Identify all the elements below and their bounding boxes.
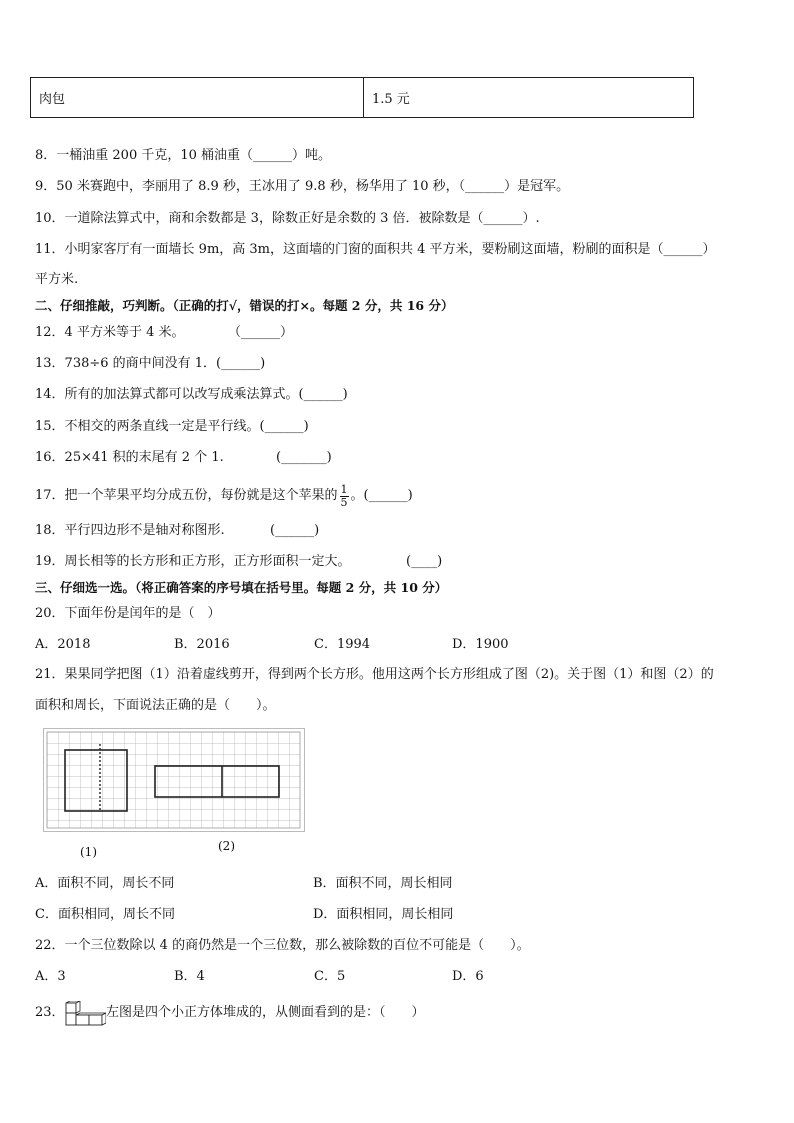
question-12-blank: （______） — [228, 325, 294, 340]
q22-option-a: A．3 — [35, 969, 66, 984]
question-9: 9．50 米赛跑中，李丽用了 8.9 秒，王冰用了 9.8 秒，杨华用了 10 秒，（______）是冠军。 — [35, 179, 570, 194]
section-2-heading: 二、仔细推敲，巧判断。（正确的打√，错误的打×。每题 2 分，共 16 分） — [35, 298, 454, 313]
question-11: 11．小明家客厅有一面墙长 9m，高 3m，这面墙的门窗的面积共 4 平方米，要粉刷这面墙，粉刷的面积是（______） — [35, 242, 716, 257]
question-13: 13．738÷6 的商中间没有 1．(______) — [35, 356, 266, 371]
question-14: 14．所有的加法算式都可以改写成乘法算式。(______) — [35, 387, 348, 402]
q22-option-d: D．6 — [452, 969, 484, 984]
question-18: 18．平行四边形不是轴对称图形. — [35, 523, 225, 538]
q22-option-b: B．4 — [174, 969, 205, 984]
price-table — [30, 77, 694, 118]
q20-option-b: B．2016 — [174, 637, 230, 652]
question-16-blank: (_______) — [276, 450, 332, 465]
figure-2-label: (2) — [218, 839, 235, 853]
fraction-denominator: 5 — [340, 495, 348, 509]
question-16: 16．25×41 积的末尾有 2 个 1. — [35, 450, 224, 465]
price-cell: 1.5 元 — [364, 78, 694, 118]
question-19-blank: (____) — [406, 554, 443, 569]
question-8: 8．一桶油重 200 千克，10 桶油重（______）吨。 — [35, 148, 332, 163]
section-3-heading: 三、仔细选一选。（将正确答案的序号填在括号里。每题 2 分，共 10 分） — [35, 580, 448, 595]
table-row — [31, 78, 694, 118]
grid-paper — [47, 732, 300, 828]
question-15: 15．不相交的两条直线一定是平行线。(______) — [35, 419, 309, 434]
question-22: 22．一个三位数除以 4 的商仍然是一个三位数，那么被除数的百位不可能是（ ）。 — [35, 938, 530, 953]
item-cell: 肉包 — [31, 78, 364, 118]
q21-option-a: A．面积不同，周长不同 — [35, 876, 175, 891]
question-21: 21．果果同学把图（1）沿着虚线剪开，得到两个长方形。他用这两个长方形组成了图（2)。关于图（1）和图（2）的 — [35, 667, 714, 682]
q21-option-b: B．面积不同，周长相同 — [313, 876, 453, 891]
question-23-number: 23． — [35, 1005, 65, 1020]
question-11-cont: 平方米. — [35, 272, 79, 287]
question-23: 左图是四个小正方体堆成的，从侧面看到的是：（ ） — [106, 1005, 425, 1020]
q21-option-d: D．面积相同，周长相同 — [313, 907, 454, 922]
question-17-blank: 。(______) — [350, 488, 413, 503]
q22-option-c: C．5 — [314, 969, 346, 984]
question-10: 10．一道除法算式中，商和余数都是 3，除数正好是余数的 3 倍．被除数是（______）. — [35, 211, 540, 226]
question-18-blank: (______) — [270, 523, 320, 538]
question-12: 12．4 平方米等于 4 米。 — [35, 325, 185, 340]
question-17-text: 17．把一个苹果平均分成五份，每份就是这个苹果的 — [35, 488, 338, 503]
fraction-numerator: 1 — [340, 482, 348, 496]
q20-option-c: C．1994 — [314, 637, 371, 652]
q20-option-d: D．1900 — [452, 637, 509, 652]
q21-option-c: C．面积相同，周长不同 — [35, 907, 175, 922]
q20-option-a: A．2018 — [35, 637, 91, 652]
fraction-one-fifth — [340, 484, 349, 509]
figure-1-label: (1) — [80, 845, 97, 859]
cubes-icon — [64, 1001, 106, 1027]
question-20: 20．下面年份是闰年的是（ ） — [35, 606, 221, 621]
question-21-cont: 面积和周长，下面说法正确的是（ ）。 — [35, 698, 276, 713]
grid-figure — [43, 728, 305, 832]
question-17 — [35, 478, 413, 514]
question-19: 19．周长相等的长方形和正方形，正方形面积一定大。 — [35, 554, 351, 569]
